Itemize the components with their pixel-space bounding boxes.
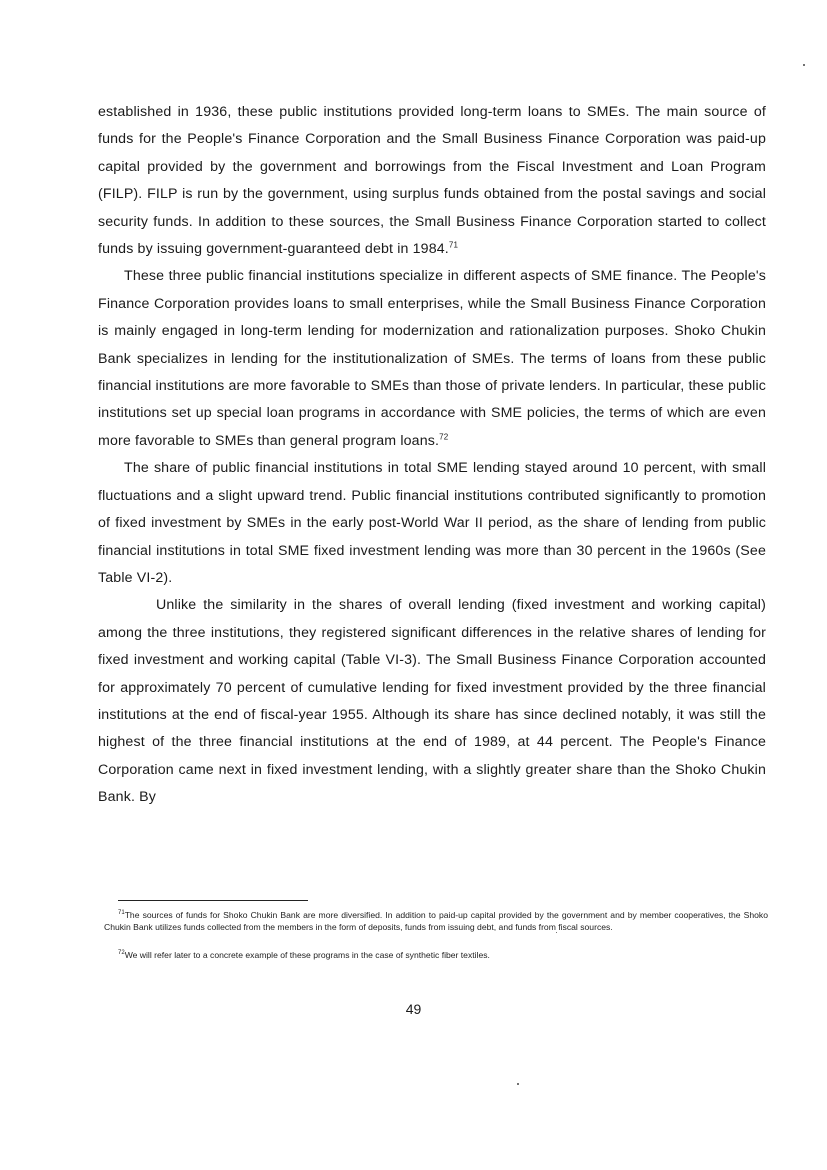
scan-speck [803,64,805,66]
footnote-71-mark: 71 [118,910,125,917]
scan-speck [556,932,557,933]
paragraph-1 [98,99,766,263]
scan-speck [517,1083,519,1085]
paragraph-2-text: These three public financial institutions specialize in different aspects of SME finance. The People's Finance Corporation provides loans to small enterprises, while the Small Business Finance Corporation is mainly engaged in long-term lending for modernization and rationalization purposes. Shoko Chukin Bank specializes in lending for the institutionalization of SMEs. The terms of loans from these public financial institutions are more favorable to SMEs than those of private lenders. In particular, these public institutions set up special loan programs in accordance with SME policies, the terms of which are even more favorable to SMEs than general program loans. [98,268,766,449]
footnote-ref-71: 71 [448,240,459,250]
paragraph-4 [98,592,766,811]
footnote-71-text: The sources of funds for Shoko Chukin Bank are more diversified. In addition to paid-up capital provided by the government and by member cooperatives, the Shoko Chukin Bank utilizes funds collected from the members in the form of deposits, funds from issuing debt, and funds from fiscal sources. [104,910,768,932]
footnote-divider [118,900,308,901]
body-text [98,99,766,812]
paragraph-3 [98,455,766,592]
page-number: 49 [405,1001,422,1017]
paragraph-2 [98,263,766,455]
paragraph-3-text: The share of public financial institutions in total SME lending stayed around 10 percent, with small fluctuations and a slight upward trend. Public financial institutions contributed significantly to promotion of fixed investment by SMEs in the early post-World War II period, as the share of lending from public financial institutions in total SME fixed investment lending was more than 30 percent in the 1960s (See Table VI-2). [98,460,766,586]
footnotes [104,910,768,979]
footnote-72 [104,950,768,962]
footnote-71 [104,910,768,933]
footnote-ref-72: 72 [439,432,449,442]
footnote-72-text: We will refer later to a concrete example of these programs in the case of synthetic fiber textiles. [124,950,490,960]
paragraph-4-text: Unlike the similarity in the shares of overall lending (fixed investment and working capital) among the three institutions, they registered significant differences in the relative shares of lending for fixed investment and working capital (Table VI-3). The Small Business Finance Corporation accounted for approximately 70 percent of cumulative lending for fixed investment provided by the three financial institutions at the end of fiscal-year 1955. Although its share has since declined notably, it was still the highest of the three financial institutions at the end of 1989, at 44 percent. The People's Finance Corporation came next in fixed investment lending, with a slightly greater share than the Shoko Chukin Bank. By [98,597,766,806]
footnote-72-mark: 72 [118,950,125,957]
paragraph-1-text: established in 1936, these public institutions provided long-term loans to SMEs. The main source of funds for the People's Finance Corporation and the Small Business Finance Corporation was paid-up capital provided by the government and borrowings from the Fiscal Investment and Loan Program (FILP). FILP is run by the government, using surplus funds obtained from the postal savings and social security funds. In addition to these sources, the Small Business Finance Corporation started to collect funds by issuing government-guaranteed debt in 1984. [98,104,766,258]
